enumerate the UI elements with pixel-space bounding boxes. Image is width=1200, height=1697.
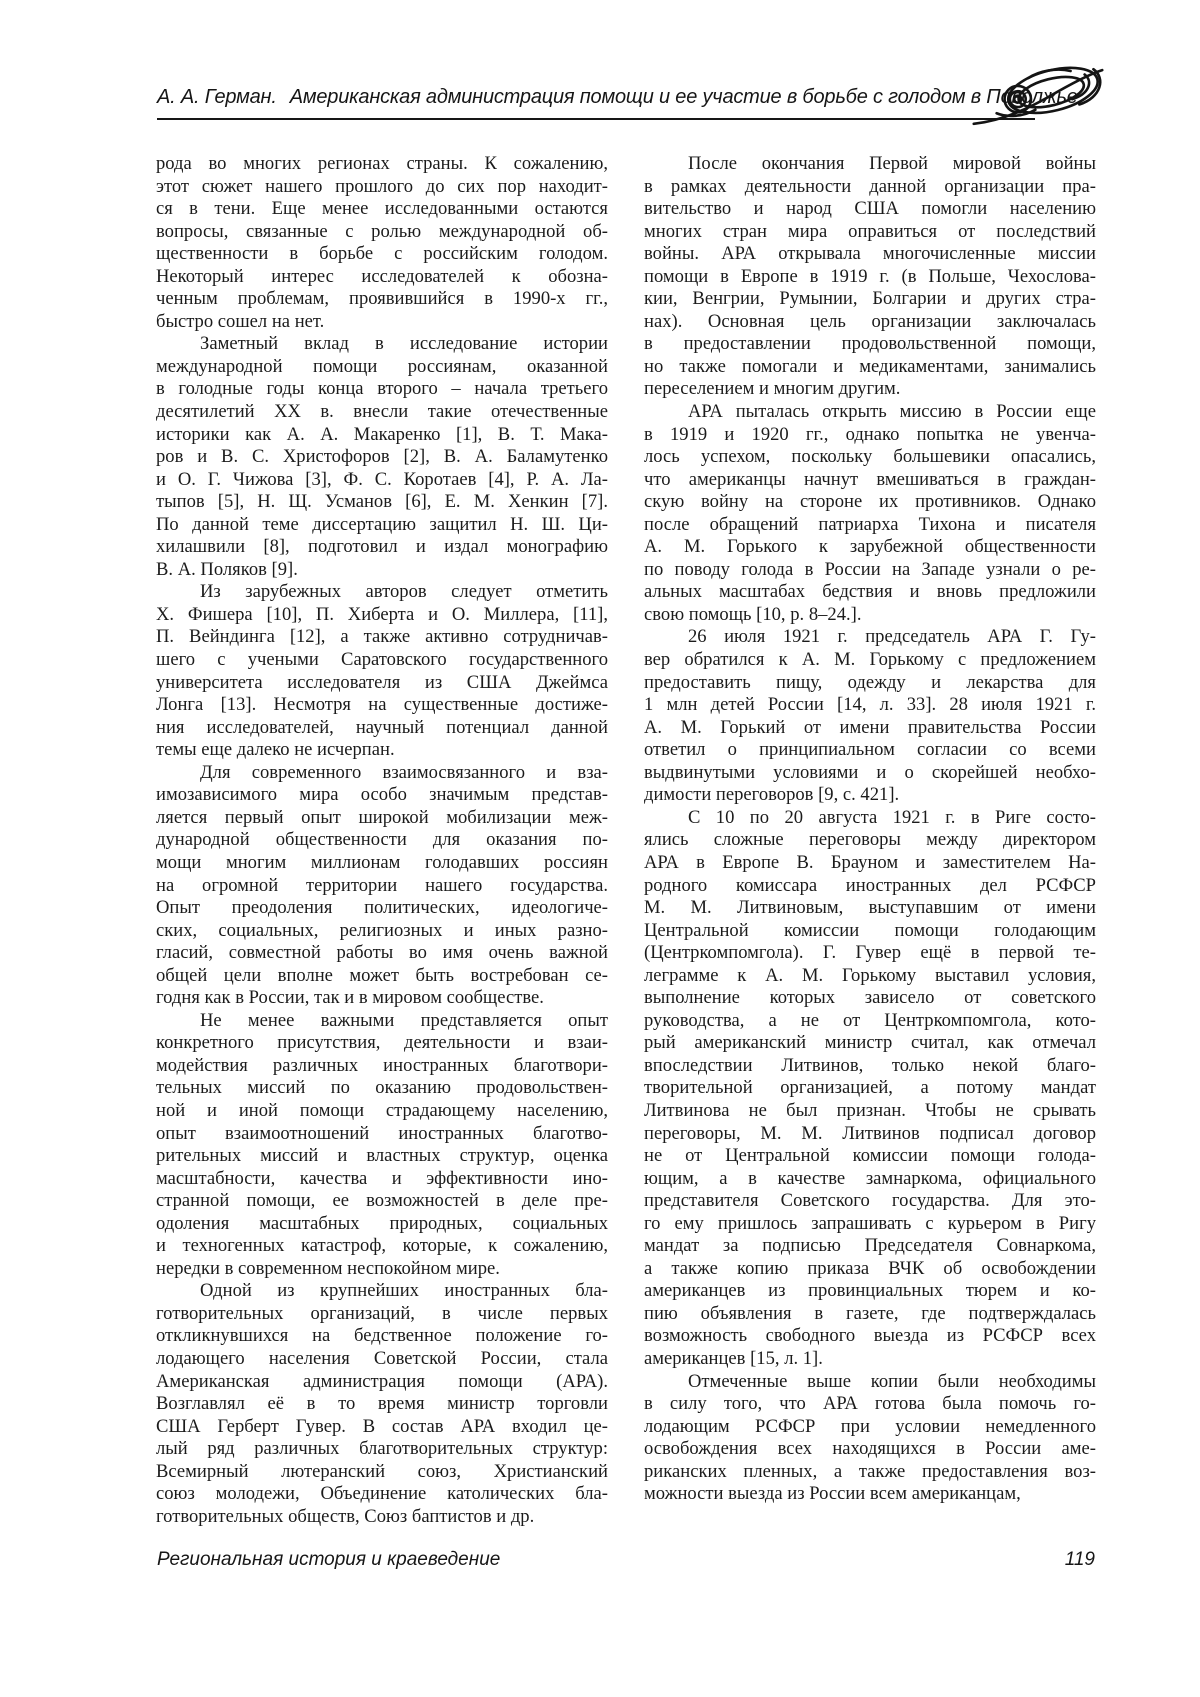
text-line: международной помощи россиянам, оказанной xyxy=(156,355,608,377)
text-line: предоставить пищу, одежду и лекарства для xyxy=(644,671,1096,693)
text-line: откликнувшихся на бедственное положение го- xyxy=(156,1325,608,1347)
text-line: ответил о принципиальном согласии со всеми xyxy=(644,739,1096,761)
text-line: рительных миссий и властных структур, оценка xyxy=(156,1145,608,1167)
text-line: АРА в Европе В. Брауном и заместителем На- xyxy=(644,851,1096,873)
text-line: кии, Венгрии, Румынии, Болгарии и других стра- xyxy=(644,288,1096,310)
text-line: С 10 по 20 августа 1921 г. в Риге состо- xyxy=(688,806,1096,828)
text-line: ченным проблемам, проявившийся в 1990-х гг., xyxy=(156,288,608,310)
text-line: ских, социальных, религиозных и иных разно- xyxy=(156,919,608,941)
footer-section-title: Региональная история и краеведение xyxy=(157,1549,501,1570)
text-line: ния исследователей, научный потенциал данной xyxy=(156,716,608,738)
text-line: ющим, а в качестве замнаркома, официального xyxy=(644,1167,1096,1189)
text-line: Американская администрация помощи (АРА). xyxy=(156,1370,608,1392)
text-line: риканских пленных, а также предоставления воз- xyxy=(644,1460,1096,1482)
text-line: быстро сошел на нет. xyxy=(156,310,325,332)
text-line: возможность свободного выезда из РСФСР всех xyxy=(644,1325,1096,1347)
text-line: М. М. Литвиновым, выступавшим от имени xyxy=(644,897,1096,919)
text-line: тыпов [5], Н. Щ. Усманов [6], Е. М. Хенкин [7]. xyxy=(156,491,608,513)
text-line: Всемирный лютеранский союз, Христианский xyxy=(156,1460,608,1482)
text-line: впоследствии Литвинов, только некой благо- xyxy=(644,1054,1096,1076)
text-line: По данной теме диссертацию защитил Н. Ш. Ци- xyxy=(156,513,608,535)
text-line: Для современного взаимосвязанного и вза- xyxy=(200,761,608,783)
text-line: Одной из крупнейших иностранных бла- xyxy=(200,1280,608,1302)
text-line: переговоры, М. М. Литвинов подписал договор xyxy=(644,1122,1096,1144)
text-line: 26 июля 1921 г. председатель АРА Г. Гу- xyxy=(688,626,1096,648)
text-line: ялись сложные переговоры между директором xyxy=(644,829,1096,851)
text-line: шего с учеными Саратовского государственного xyxy=(156,649,608,671)
text-line: представителя Советского государства. Для это- xyxy=(644,1190,1096,1212)
text-line: АРА пыталась открыть миссию в России еще xyxy=(688,401,1096,423)
text-line: в силу того, что АРА готова была помочь го- xyxy=(644,1393,1096,1415)
text-line: леграмме к А. М. Горькому выставил условия, xyxy=(644,964,1096,986)
text-line: свою помощь [10, p. 8–24.]. xyxy=(644,603,862,625)
right-column xyxy=(644,153,1096,1528)
text-line: Лонга [13]. Несмотря на существенные достиже- xyxy=(156,694,608,716)
paragraph xyxy=(644,807,1096,1371)
text-line: лодающего населения Советской России, стала xyxy=(156,1347,608,1369)
text-line: Некоторый интерес исследователей к обозна- xyxy=(156,265,608,287)
text-line: Возглавлял её в то время министр торговли xyxy=(156,1393,608,1415)
text-line: что американцы начнут вмешиваться в граждан- xyxy=(644,468,1096,490)
article-body xyxy=(156,153,1096,1528)
text-line: мандат за подписью Председателя Совнаркома, xyxy=(644,1235,1096,1257)
text-line: Заметный вклад в исследование истории xyxy=(200,333,608,355)
text-line: лый ряд различных благотворительных структур: xyxy=(156,1438,608,1460)
text-line: Центральной комиссии помощи голодающим xyxy=(644,919,1096,941)
text-line: гласий, совместной работы во имя очень важной xyxy=(156,942,608,964)
text-line: Опыт преодоления политических, идеологиче- xyxy=(156,897,608,919)
running-header xyxy=(157,86,1078,109)
text-line: родного комиссара иностранных дел РСФСР xyxy=(644,874,1096,896)
text-line: Из зарубежных авторов следует отметить xyxy=(200,581,608,603)
text-line: мощи многим миллионам голодавших россиян xyxy=(156,851,608,873)
text-line: 1 млн детей России [14, л. 33]. 28 июля 1921 г. xyxy=(644,694,1096,716)
paragraph xyxy=(156,581,608,761)
text-line: творительной организацией, а потому мандат xyxy=(644,1077,1096,1099)
text-line: и техногенных катастроф, которые, к сожалению, xyxy=(156,1235,608,1257)
text-line: вительство и народ США помогли населению xyxy=(644,198,1096,220)
text-line: в голодные годы конца второго – начала третьего xyxy=(156,378,608,400)
paragraph xyxy=(644,1371,1096,1506)
text-line: модействия различных иностранных благотвори- xyxy=(156,1054,608,1076)
paragraph xyxy=(156,1280,608,1528)
text-line: рода во многих регионах страны. К сожалению, xyxy=(156,153,608,174)
text-line: в предоставлении продовольственной помощи, xyxy=(644,333,1096,355)
text-line: нередки в современном неспокойном мире. xyxy=(156,1257,500,1279)
author-name: А. А. Герман. xyxy=(157,86,277,108)
text-line: димости переговоров [9, с. 421]. xyxy=(644,784,900,806)
text-line: дународной общественности для оказания по- xyxy=(156,829,608,851)
text-line: в рамках деятельности данной организации пра- xyxy=(644,175,1096,197)
text-line: можности выезда из России всем американцам, xyxy=(644,1483,1021,1505)
text-line: освобождения всех находящихся в России аме- xyxy=(644,1438,1096,1460)
text-line: вопросы, связанные с ролью международной об- xyxy=(156,220,608,242)
left-column xyxy=(156,153,608,1528)
text-line: и О. Г. Чижова [3], Ф. С. Коротаев [4], Р. А. Ла- xyxy=(156,468,608,490)
text-line: годня как в России, так и в мировом сообществе. xyxy=(156,987,544,1009)
floral-vignette-icon xyxy=(972,56,1104,130)
text-line: опыт взаимоотношений иностранных благотво- xyxy=(156,1122,608,1144)
text-line: историки как А. А. Макаренко [1], В. Т. Мака- xyxy=(156,423,608,445)
paragraph xyxy=(644,401,1096,626)
text-line: в 1919 и 1920 гг., однако попытка не увенча- xyxy=(644,423,1096,445)
text-line: лодающим РСФСР при условии немедленного xyxy=(644,1415,1096,1437)
text-line: выдвинутыми условиями и о скорейшей необхо- xyxy=(644,761,1096,783)
paragraph xyxy=(156,153,608,333)
text-line: ной и иной помощи страдающему населению, xyxy=(156,1099,608,1121)
paragraph xyxy=(644,626,1096,806)
text-line: ров и В. С. Христофоров [2], В. А. Баламутенко xyxy=(156,446,608,468)
text-line: не от Центральной комиссии помощи голода- xyxy=(644,1145,1096,1167)
text-line: Литвинова не был признан. Чтобы не срывать xyxy=(644,1099,1096,1121)
text-line: Отмеченные выше копии были необходимы xyxy=(688,1370,1096,1392)
text-line: хилашвили [8], подготовил и издал монографию xyxy=(156,536,608,558)
text-line: странной помощи, ее возможностей в деле пре- xyxy=(156,1190,608,1212)
text-line: одоления масштабных природных, социальных xyxy=(156,1212,608,1234)
text-line: го ему пришлось запрашивать с курьером в Ригу xyxy=(644,1212,1096,1234)
text-line: по поводу голода в России на Западе узнали о ре- xyxy=(644,558,1096,580)
text-line: общей цели вполне может быть востребован се- xyxy=(156,964,608,986)
text-line: но также помогали и медикаментами, занимались xyxy=(644,355,1096,377)
text-line: а также копию приказа ВЧК об освобождении xyxy=(644,1257,1096,1279)
text-line: американцев из провинциальных тюрем и ко- xyxy=(644,1280,1096,1302)
text-line: скую войну на стороне их противников. Однако xyxy=(644,491,1096,513)
text-line: А. М. Горького к зарубежной общественности xyxy=(644,536,1096,558)
text-line: переселением и многим другим. xyxy=(644,378,901,400)
paragraph xyxy=(156,1010,608,1281)
text-line: на огромной территории нашего государства. xyxy=(156,874,608,896)
text-line: после обращений патриарха Тихона и писателя xyxy=(644,513,1096,535)
text-line: этот сюжет нашего прошлого до сих пор находит- xyxy=(156,175,608,197)
text-line: тельных миссий по оказанию продовольствен- xyxy=(156,1077,608,1099)
text-line: США Герберт Гувер. В состав АРА входил це- xyxy=(156,1415,608,1437)
text-line: готворительных обществ, Союз баптистов и др. xyxy=(156,1505,535,1527)
text-line: (Центркомпомгола). Г. Гувер ещё в первой те- xyxy=(644,942,1096,964)
text-line: ся в тени. Еще менее исследованными остаются xyxy=(156,198,608,220)
text-line: конкретного присутствия, деятельности и взаи- xyxy=(156,1032,608,1054)
text-line: университета исследователя из США Джеймса xyxy=(156,671,608,693)
paragraph xyxy=(156,333,608,581)
text-line: многих стран мира оправиться от последствий xyxy=(644,220,1096,242)
page-number: 119 xyxy=(1064,1549,1095,1570)
text-line: П. Вейндинга [12], а также активно сотрудничав- xyxy=(156,626,608,648)
text-line: лось успехом, поскольку большевики опасались, xyxy=(644,446,1096,468)
text-line: помощи в Европе в 1919 г. (в Польше, Чехослова- xyxy=(644,265,1096,287)
text-line: десятилетий XX в. внесли такие отечественные xyxy=(156,401,608,423)
text-line: войны. АРА открывала многочисленные миссии xyxy=(644,243,1096,265)
header-rule xyxy=(157,118,1035,120)
text-line: В. А. Поляков [9]. xyxy=(156,558,298,580)
text-line: союз молодежи, Объединение католических бла- xyxy=(156,1483,608,1505)
text-line: темы еще далеко не исчерпан. xyxy=(156,739,395,761)
text-line: выполнение которых зависело от советского xyxy=(644,987,1096,1009)
text-line: щественности в борьбе с российским голодом. xyxy=(156,243,608,265)
paragraph xyxy=(644,153,1096,401)
page-footer xyxy=(157,1549,1095,1571)
text-line: А. М. Горький от имени правительства России xyxy=(644,716,1096,738)
text-line: нах). Основная цель организации заключалась xyxy=(644,310,1096,332)
text-line: ляется первый опыт широкой мобилизации меж- xyxy=(156,806,608,828)
paragraph xyxy=(156,762,608,1010)
text-line: имозависимого мира особо значимым представ- xyxy=(156,784,608,806)
text-line: альных масштабах бедствия и вновь предложили xyxy=(644,581,1096,603)
text-line: рый американский министр считал, как отмечал xyxy=(644,1032,1096,1054)
text-line: вер обратился к А. М. Горькому с предложением xyxy=(644,649,1096,671)
article-title: Американская администрация помощи и ее участие в борьбе с голодом в Поволжье xyxy=(289,86,1078,108)
text-line: пию объявления в газете, где подтверждалась xyxy=(644,1302,1096,1324)
text-line: Х. Фишера [10], П. Хиберта и О. Миллера, [11], xyxy=(156,603,608,625)
text-line: готворительных организаций, в числе первых xyxy=(156,1302,608,1324)
text-line: После окончания Первой мировой войны xyxy=(688,153,1096,174)
text-line: масштабности, качества и эффективности ино- xyxy=(156,1167,608,1189)
text-line: руководства, а не от Центркомпомгола, кото- xyxy=(644,1009,1096,1031)
text-line: Не менее важными представляется опыт xyxy=(200,1009,608,1031)
text-line: американцев [15, л. 1]. xyxy=(644,1347,823,1369)
